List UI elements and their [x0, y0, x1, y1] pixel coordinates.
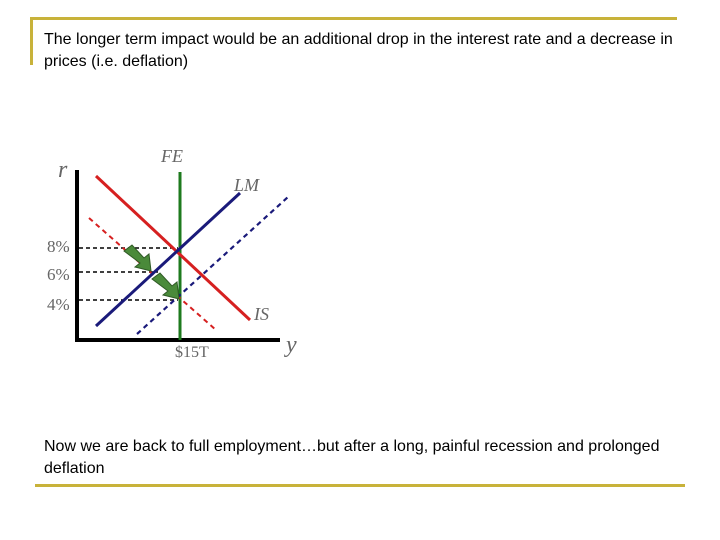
adjustment-arrow-2 [152, 273, 179, 299]
x-axis-label: y [286, 332, 297, 358]
lm-label: LM [234, 175, 260, 195]
is-curve [96, 176, 250, 320]
rate-label-8: 8% [47, 237, 70, 256]
y-axis-label: r [58, 157, 68, 183]
output-label: $15T [175, 344, 209, 361]
adjustment-arrow-1 [124, 245, 151, 271]
slide-heading: The longer term impact would be an additional drop in the interest rate and a decrease in prices (i.e. deflation) [44, 31, 673, 70]
is-label: IS [254, 304, 269, 324]
rate-label-4: 4% [47, 295, 70, 314]
fe-label: FE [161, 146, 183, 166]
slide-caption: Now we are back to full employment…but after a long, painful recession and prolonged deflation [44, 438, 660, 477]
bottom-rule [35, 484, 685, 487]
rate-label-6: 6% [47, 265, 70, 284]
